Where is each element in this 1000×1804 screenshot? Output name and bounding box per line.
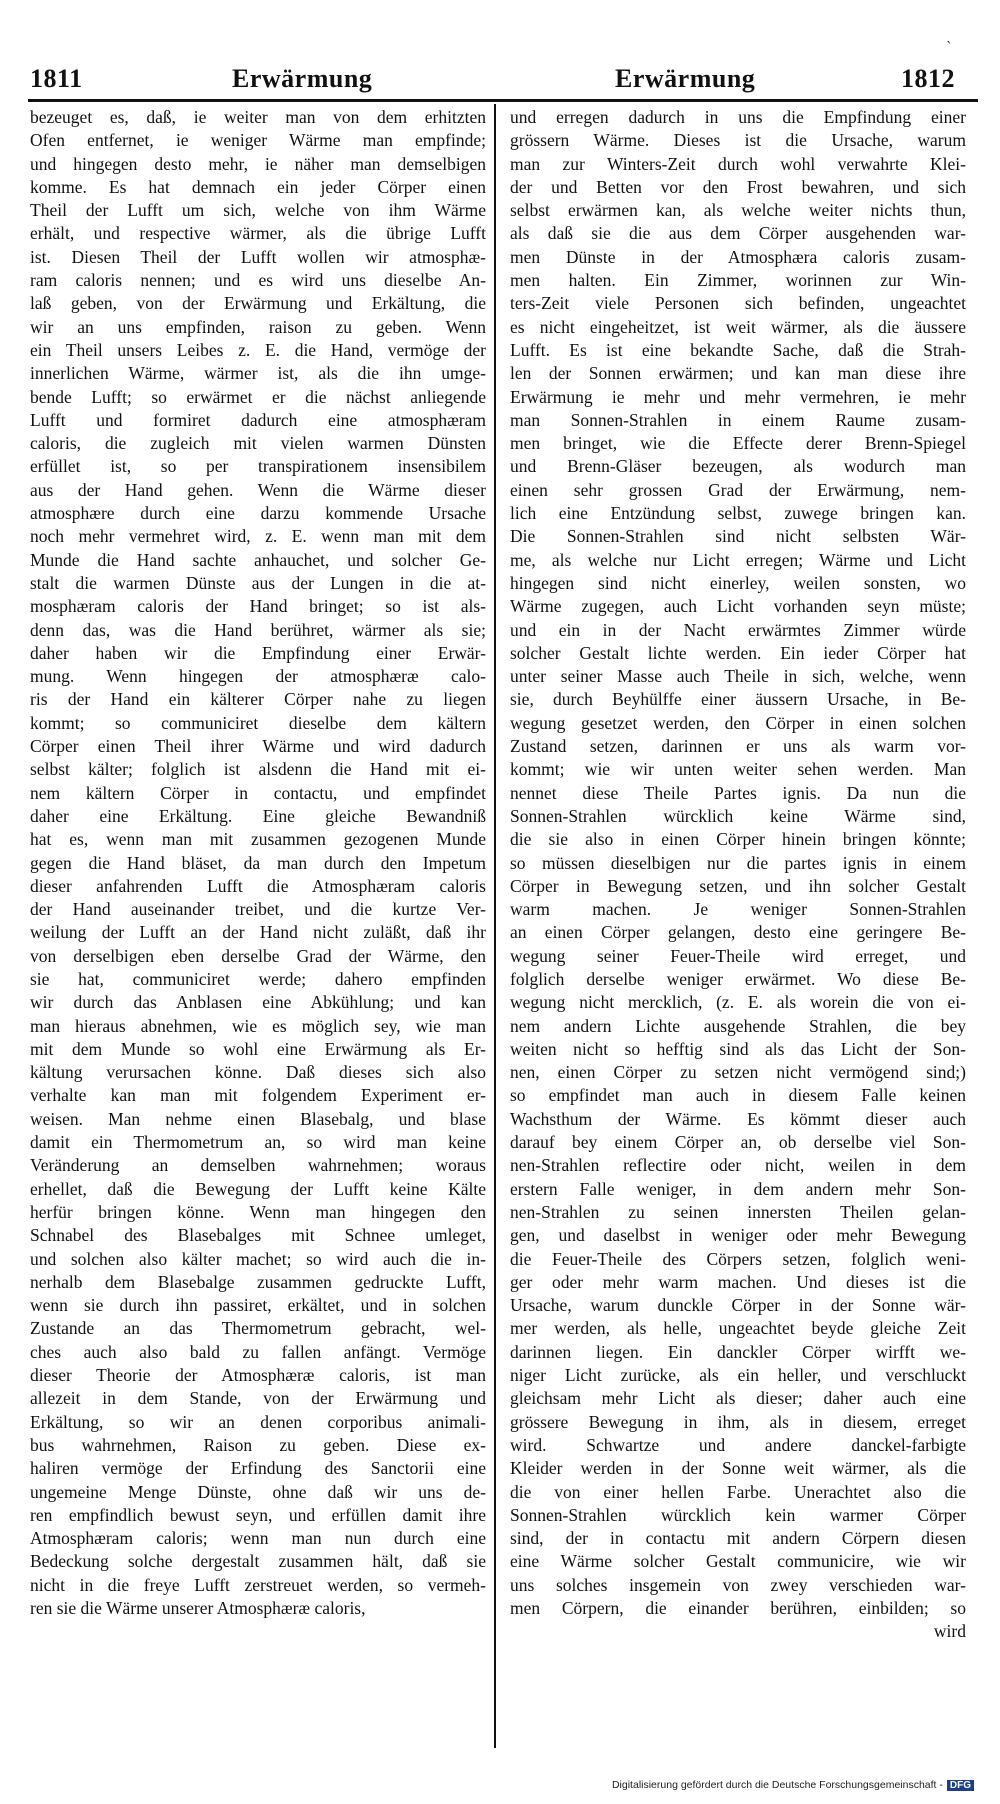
text-line: hat es, wenn man mit zusammen gezogenen Munde [30,829,486,850]
text-line: wenn sie durch ihn passiret, erkältet, und in solchen [30,1295,486,1316]
text-line: damit ein Thermometrum an, so wird man keine [30,1132,486,1153]
text-line: sind, der in contactu mit andern Cörpern diesen [510,1528,966,1549]
text-line: Ursache, warum dunckle Cörper in der Sonne wär- [510,1295,966,1316]
text-line: aus der Hand gehen. Wenn die Wärme dieser [30,479,486,500]
text-line: daher eine Erkältung. Eine gleiche Bewandniß [30,805,486,826]
text-line: Wärme zugegen, auch Licht vorhanden seyn müste; [510,596,966,617]
text-line: innerlichen Wärme, wärmer ist, als die ihn umge- [30,363,486,384]
text-line: unter seiner Masse auch Theile in sich, welche, wenn [510,666,966,687]
text-line: Lufft. Es ist eine bekandte Sache, daß die Strah- [510,339,966,360]
text-line: herfür bringen könne. Wenn man hingegen den [30,1201,486,1222]
text-line: Kleider werden in der Sonne weit wärmer, als die [510,1458,966,1479]
text-line: als daß sie die aus dem Cörper ausgehenden war- [510,223,966,244]
text-line: men Dünste in der Atmosphæra caloris zusam- [510,246,966,267]
text-line: Lufft und formiret dadurch eine atmosphæram [30,409,486,430]
text-line: me, als welche nur Licht erregen; Wärme und Licht [510,549,966,570]
text-line: wegung nicht mercklich, (z. E. als worein die von ei- [510,992,966,1013]
text-line: darinnen liegen. Ein danckler Cörper wirfft we- [510,1341,966,1362]
text-line: nen-Strahlen zu seinen innersten Theilen gelan- [510,1201,966,1222]
text-line: ters-Zeit viele Personen sich befinden, ungeachtet [510,293,966,314]
text-line: man Sonnen-Strahlen in einem Raume zusam- [510,409,966,430]
text-line: Veränderung an demselben wahrnehmen; woraus [30,1155,486,1176]
text-line: nem kältern Cörper in contactu, und empfindet [30,782,486,803]
text-line: man hieraus abnehmen, wie es möglich sey, wie man [30,1015,486,1036]
text-line: ist. Diesen Theil der Lufft wollen wir atmosphæ- [30,246,486,267]
text-line: eine Wärme solcher Gestalt communicire, wie wir [510,1551,966,1572]
text-line: ein Theil unsers Leibes z. E. die Hand, vermöge der [30,339,486,360]
text-line: uns solches insgemein von zwey verschieden war- [510,1574,966,1595]
text-line: komme. Es hat demnach ein jeder Cörper einen [30,176,486,197]
text-line: men halten. Ein Zimmer, worinnen zur Win- [510,270,966,291]
text-line: so müssen dieselbigen nur die partes ignis in einem [510,852,966,873]
text-line: der und Betten vor den Frost bewahren, und sich [510,176,966,197]
text-line: dieser anfahrenden Lufft die Atmosphæram caloris [30,875,486,896]
text-line: nen, einen Cörper zu setzen nicht vermögend sind;) [510,1062,966,1083]
text-line: nennet diese Theile Partes ignis. Da nun die [510,782,966,803]
text-line: Erkältung, so wir an denen corporibus animali- [30,1411,486,1432]
text-line: ren sie die Wärme unserer Atmosphæræ caloris, [30,1598,366,1618]
text-line: darauf bey einem Cörper an, ob derselbe viel Son- [510,1132,966,1153]
text-line: men Cörpern, die einander berühren, einbilden; so [510,1598,966,1618]
text-line: selbst kälter; folglich ist alsdenn die Hand mit ei- [30,759,486,780]
text-line: Die Sonnen-Strahlen sind nicht selbsten Wär- [510,526,966,547]
text-line: erhält, und respective wärmer, als die übrige Lufft [30,223,486,244]
text-line: von derselbigen eben derselbe Grad der Wärme, den [30,945,486,966]
text-line: ram caloris nennen; und es wird uns dieselbe An- [30,270,486,291]
text-line: stalt die warmen Dünste aus der Lungen in die at- [30,572,486,593]
text-line: gegen die Hand bläset, da man durch den Impetum [30,852,486,873]
text-line: selbst erwärmen kan, als welche weiter nichts thun, [510,200,966,221]
text-line: weilung der Lufft an der Hand nicht zuläßt, daß ihr [30,922,486,943]
text-line: an einen Cörper gelangen, desto eine geringere Be- [510,922,966,943]
footer-credit-text: Digitalisierung gefördert durch die Deutsche Forschungsgemeinschaft - [611,1779,943,1791]
right-page-number: 1812 [901,64,955,93]
text-line: Bedeckung solche dergestalt zusammen hält, daß sie [30,1551,486,1572]
text-line: Cörper einen Theil ihrer Wärme und wird dadurch [30,736,486,757]
text-line: mosphæram caloris der Hand bringet; so ist als- [30,596,486,617]
text-line: mung. Wenn hingegen der atmosphæræ calo- [30,666,486,687]
text-line: kältung verursachen könne. Daß dieses sich also [30,1062,486,1083]
text-line: atmosphære durch eine darzu kommende Ursache [30,503,486,524]
text-line: und solchen also kälter machet; so wird auch die in- [30,1248,486,1269]
text-line: Schnabel des Blasebalges mit Schnee umleget, [30,1225,486,1246]
text-line: erhellet, daß die Bewegung der Lufft keine Kälte [30,1178,486,1199]
text-line: niger Licht zurücke, als ein heller, und verschluckt [510,1365,966,1386]
text-line: verhalte kan man mit folgendem Experiment er- [30,1085,486,1106]
text-line: erstern Falle weniger, in dem andern mehr Son- [510,1178,966,1199]
text-line: noch mehr vermehret wird, z. E. wenn man mit dem [30,526,486,547]
text-line: weisen. Man nehme einen Blasebalg, und blase [30,1108,486,1129]
text-line: erfüllet ist, so per transpirationem insensibilem [30,456,486,477]
text-line: Erwärmung ie mehr und mehr vermehren, ie mehr [510,386,966,407]
corner-mark: ` [946,40,953,56]
header-rule [28,99,978,102]
text-line: solcher Gestalt lichte werden. Ein ieder Cörper hat [510,642,966,663]
text-line: kommt; wie wir unten weiter sehen werden. Man [510,759,966,780]
text-line: einen sehr grossen Grad der Erwärmung, nem- [510,479,966,500]
text-line: nerhalb dem Blasebalge zusammen gedruckte Lufft, [30,1271,486,1292]
text-line: nicht in die freye Lufft zerstreuet werden, so vermeh- [30,1574,486,1595]
text-line: Theil der Lufft um sich, welche von ihm Wärme [30,200,486,221]
left-running-title: Erwärmung [232,64,373,93]
text-line: es nicht eingeheitzet, ist weit wärmer, als die äussere [510,316,966,337]
text-line: Sonnen-Strahlen würcklich keine Wärme sind, [510,805,966,826]
text-line: wir an uns empfinden, raison zu geben. Wenn [30,316,486,337]
text-line: die von einer hellen Farbe. Unerachtet also die [510,1481,966,1502]
text-line: man zur Winters-Zeit durch wohl verwahrte Klei- [510,153,966,174]
text-line: Zustande an das Thermometrum gebracht, wel- [30,1318,486,1339]
text-line: Atmosphæram caloris; wenn man nun durch eine [30,1528,486,1549]
text-line: bende Lufft; so erwärmet er die nächst anliegende [30,386,486,407]
text-line: haliren vermöge der Erfindung des Sanctorii eine [30,1458,486,1479]
text-line: ren empfindlich bewust seyn, und erfüllen damit ihre [30,1504,486,1525]
text-line: dieser Theorie der Atmosphæræ caloris, ist man [30,1365,486,1386]
text-line: sie, durch Beyhülffe einer äussern Ursache, in Be- [510,689,966,710]
right-text-column [510,106,966,1644]
left-text-column [30,106,486,1620]
text-line: kommt; so communiciret dieselbe dem kältern [30,712,486,733]
text-line: gleichsam mehr Licht als dieser; daher auch eine [510,1388,966,1409]
text-line: wird. Schwartze und andere danckel-farbigte [510,1434,966,1455]
text-line: Zustand setzen, darinnen er uns als warm vor- [510,736,966,757]
text-line: daher haben wir die Empfindung einer Erwär- [30,642,486,663]
text-line: hingegen sind nicht einerley, weilen sonsten, wo [510,572,966,593]
column-divider [494,104,496,1748]
text-line: ger oder mehr warm machen. Und dieses ist die [510,1271,966,1292]
text-line: men bringet, wie die Effecte derer Brenn-Spiegel [510,433,966,454]
text-line: wegung seiner Feuer-Theile wird erreget, und [510,945,966,966]
text-line: mit dem Munde so wohl eine Erwärmung als Er- [30,1038,486,1059]
text-line: wir durch das Anblasen eine Abkühlung; und kan [30,992,486,1013]
text-line: ches auch also bald zu fallen anfängt. Vermöge [30,1341,486,1362]
text-line: bus wahrnehmen, Raison zu geben. Diese ex- [30,1434,486,1455]
text-line: Sonnen-Strahlen würcklich kein warmer Cörper [510,1504,966,1525]
text-line: nen-Strahlen reflectire oder nicht, weilen in dem [510,1155,966,1176]
right-running-title: Erwärmung [615,64,756,93]
text-line: bezeuget es, daß, ie weiter man von dem erhitzten [30,107,486,127]
text-line: laß geben, von der Erwärmung und Erkältung, die [30,293,486,314]
text-line: ungemeine Menge Dünste, ohne daß wir uns de- [30,1481,486,1502]
text-line: und ein in der Nacht erwärmtes Zimmer würde [510,619,966,640]
text-line: und hingegen desto mehr, ie näher man demselbigen [30,153,486,174]
text-line: denn das, was die Hand berühret, wärmer als sie; [30,619,486,640]
text-line: grössere Bewegung in ihm, als in diesem, erreget [510,1411,966,1432]
text-line: len der Sonnen erwärmen; und kan man diese ihre [510,363,966,384]
text-line: warm machen. Je weniger Sonnen-Strahlen [510,899,966,920]
dfg-logo: DFG [947,1780,974,1791]
text-line: die sie also in einen Cörper hinein bringen könnte; [510,829,966,850]
text-line: grössern Wärme. Dieses ist die Ursache, warum [510,130,966,151]
text-line: Cörper in Bewegung setzen, und ihn solcher Gestalt [510,875,966,896]
text-line: caloris, die zugleich mit vielen warmen Dünsten [30,433,486,454]
text-line: nem andern Lichte ausgehende Strahlen, die bey [510,1015,966,1036]
text-line: sie hat, communiciret werde; dahero empfinden [30,968,486,989]
text-line: weiten nicht so hefftig sind als das Licht der Son- [510,1038,966,1059]
text-line: Ofen entfernet, ie weniger Wärme man empfinde; [30,130,486,151]
text-line: und erregen dadurch in uns die Empfindung einer [510,107,966,127]
text-line: ris der Hand ein kälterer Cörper nahe zu liegen [30,689,486,710]
text-line: allezeit in dem Stande, von der Erwärmung und [30,1388,486,1409]
text-line: wegung gesetzet werden, den Cörper in einen solchen [510,712,966,733]
text-line: Wachsthum der Wärme. Es kömmt dieser auch [510,1108,966,1129]
text-line: mer werden, als helle, ungeachtet beyde gleiche Zeit [510,1318,966,1339]
text-line: Munde die Hand sachte anhauchet, und solcher Ge- [30,549,486,570]
left-page-number: 1811 [30,64,83,93]
text-line: die Feuer-Theile des Cörpers setzen, folglich weni- [510,1248,966,1269]
text-line: lich eine Entzündung selbst, zuwege bringen kan. [510,503,966,524]
text-line: folglich derselbe weniger erwärmet. Wo diese Be- [510,968,966,989]
text-line: so empfindet man auch in diesem Falle keinen [510,1085,966,1106]
text-line: wird [933,1621,966,1642]
text-line: der Hand auseinander treibet, und die kurtze Ver- [30,899,486,920]
text-line: gen, und daselbst in weniger oder mehr Bewegung [510,1225,966,1246]
footer-credit [612,1779,974,1791]
text-line: und Brenn-Gläser bezeugen, als wodurch man [510,456,966,477]
